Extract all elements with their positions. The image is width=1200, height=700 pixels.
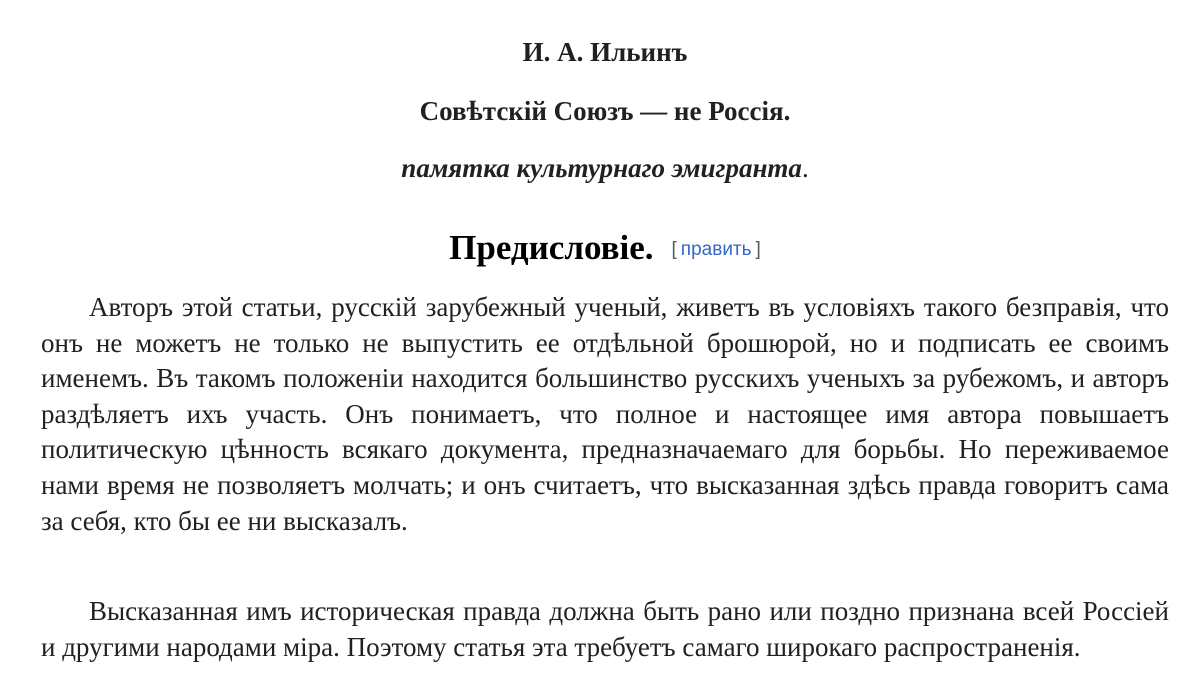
- paragraph: Авторъ этой статьи, русскій зарубежный ученый, живетъ въ условіяхъ такого безправія, что онъ не можетъ не только не выпустить ее отдѣльной брошюрой, но и подписать ее своимъ именемъ. Въ такомъ положеніи находится большинство русскихъ ученыхъ за рубежомъ, и авторъ раздѣляетъ ихъ участь. Онъ понимаетъ, что полное и настоящее имя автора повышаетъ политическую цѣнность всякаго документа, предназначаемаго для борьбы. Но переживаемое нами время не позволяетъ молчать; и онъ считаетъ, что высказанная здѣсь правда говоритъ сама за себя, кто бы ее ни высказалъ.: [41, 292, 1169, 536]
- section-heading: [41, 226, 1169, 277]
- subtitle-emphasis: памятка культурнаго эмигранта: [401, 153, 802, 183]
- edit-bracket-close: ]: [755, 239, 761, 260]
- paragraph: Высказанная имъ историческая правда должна быть рано или поздно признана всей Россіей и другими народами міра. Поэтому статья эта требуетъ самаго широкаго распространенія.: [41, 596, 1169, 662]
- edit-section: [672, 239, 761, 260]
- document-subtitle: [41, 150, 1169, 186]
- subtitle-period: .: [801, 153, 809, 183]
- edit-section-link[interactable]: править: [680, 239, 752, 260]
- section-heading-text: Предисловіе.: [449, 228, 654, 267]
- document-title: Совѣтскій Союзъ — не Россія.: [419, 96, 791, 126]
- author-name: И. А. Ильинъ: [522, 37, 688, 67]
- edit-bracket-open: [: [671, 239, 677, 260]
